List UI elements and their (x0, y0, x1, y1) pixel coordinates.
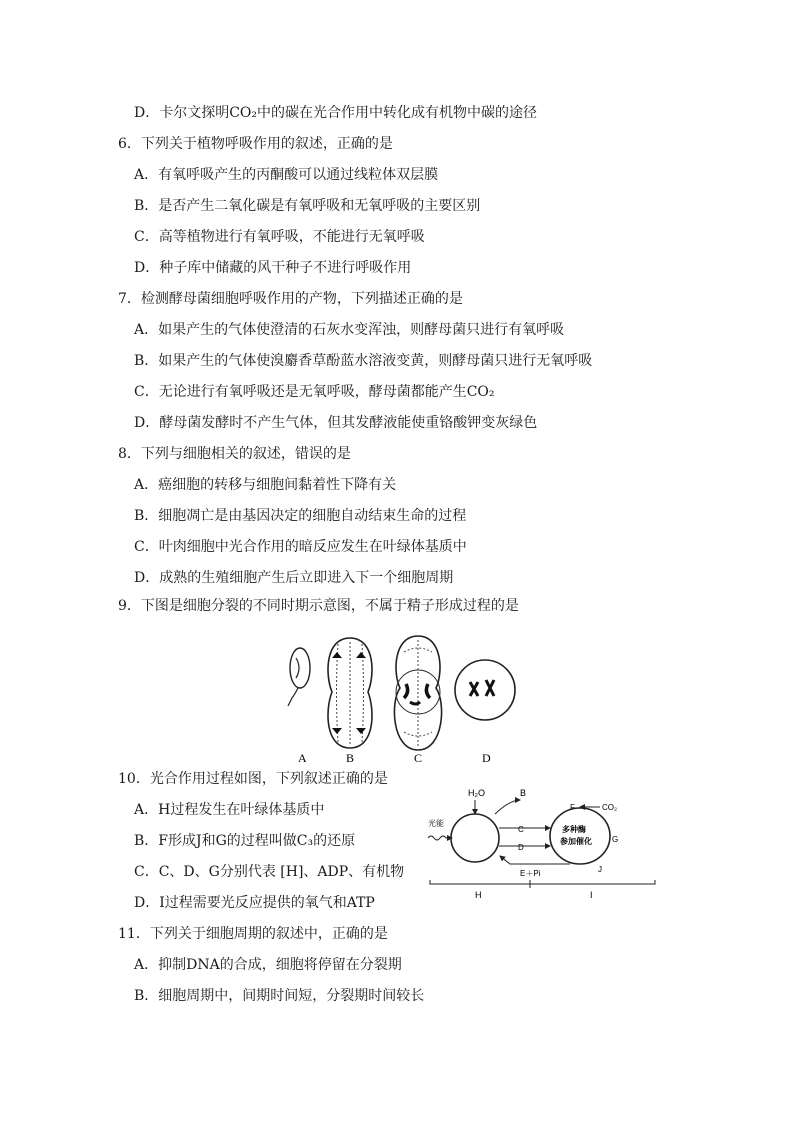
q8-stem: 8．下列与细胞相关的叙述，错误的是 (118, 446, 351, 462)
q8-option-d: D．成熟的生殖细胞产生后立即进入下一个细胞周期 (134, 570, 454, 586)
enzyme-label-1: 多种酶 (562, 825, 586, 834)
cell-b-label: B (346, 751, 355, 765)
f-label: F (570, 803, 575, 812)
q6-stem: 6．下列关于植物呼吸作用的叙述，正确的是 (118, 136, 393, 152)
j-label: J (598, 865, 602, 874)
q7-option-b: B．如果产生的气体使溴麝香草酚蓝水溶液变黄，则酵母菌只进行无氧呼吸 (134, 353, 593, 369)
h-label: H (475, 890, 482, 900)
q6-option-a: A．有氧呼吸产生的丙酮酸可以通过线粒体双层膜 (134, 167, 439, 183)
q8-option-a: A．癌细胞的转移与细胞间黏着性下降有关 (134, 477, 397, 493)
q10-option-b: B．F形成J和G的过程叫做C₃的还原 (134, 833, 356, 849)
q11-option-a: A．抑制DNA的合成，细胞将停留在分裂期 (134, 957, 402, 973)
d-label: D (518, 843, 524, 852)
c-label: C (518, 825, 524, 834)
light-label: 光能 (428, 819, 444, 828)
photosynthesis-diagram (420, 780, 660, 905)
cell-b (328, 638, 372, 748)
cell-c-label: C (414, 751, 423, 765)
q7-option-a: A．如果产生的气体使澄清的石灰水变浑浊，则酵母菌只进行有氧呼吸 (134, 322, 565, 338)
q10-option-c: C．C、D、G分别代表 [H]、ADP、有机物 (134, 864, 405, 880)
g-label: G (612, 835, 619, 844)
q6-option-c: C．高等植物进行有氧呼吸，不能进行无氧呼吸 (134, 229, 425, 245)
q10-stem: 10．光合作用过程如图，下列叙述正确的是 (118, 771, 388, 787)
b-label: B (520, 788, 527, 798)
q7-option-d: D．酵母菌发酵时不产生气体，但其发酵液能使重铬酸钾变灰绿色 (134, 415, 538, 431)
co2-label: CO₂ (602, 803, 618, 812)
q7-option-c: C．无论进行有氧呼吸还是无氧呼吸，酵母菌都能产生CO₂ (134, 384, 495, 400)
dark-reaction-circle (550, 808, 610, 864)
q10-option-d: D．I过程需要光反应提供的氧气和ATP (134, 895, 375, 911)
q6-option-b: B．是否产生二氧化碳是有氧呼吸和无氧呼吸的主要区别 (134, 198, 481, 214)
cell-d-label: D (482, 751, 491, 765)
cell-a (288, 648, 310, 706)
cell-c (394, 636, 441, 750)
q6-option-d: D．种子库中储藏的风干种子不进行呼吸作用 (134, 260, 412, 276)
q9-stem: 9．下图是细胞分裂的不同时期示意图，不属于精子形成过程的是 (118, 598, 519, 614)
cell-a-label: A (298, 751, 307, 765)
h2o-label: H₂O (468, 788, 485, 798)
enzyme-label-2: 参加催化 (560, 837, 592, 846)
light-reaction-circle (451, 814, 499, 862)
cell-division-figure (280, 630, 520, 770)
q10-option-a: A．H过程发生在叶绿体基质中 (134, 802, 325, 818)
q8-option-b: B．细胞凋亡是由基因决定的细胞自动结束生命的过程 (134, 508, 467, 524)
epi-label: E＋Pi (520, 869, 541, 878)
q8-option-c: C．叶肉细胞中光合作用的暗反应发生在叶绿体基质中 (134, 539, 467, 555)
i-label: I (590, 890, 593, 900)
cell-d (455, 660, 515, 720)
q5-option-d: D．卡尔文探明CO₂中的碳在光合作用中转化成有机物中碳的途径 (134, 105, 538, 121)
q11-stem: 11．下列关于细胞周期的叙述中，正确的是 (118, 926, 388, 942)
q7-stem: 7．检测酵母菌细胞呼吸作用的产物，下列描述正确的是 (118, 291, 463, 307)
q11-option-b: B．细胞周期中，间期时间短，分裂期时间较长 (134, 988, 425, 1004)
